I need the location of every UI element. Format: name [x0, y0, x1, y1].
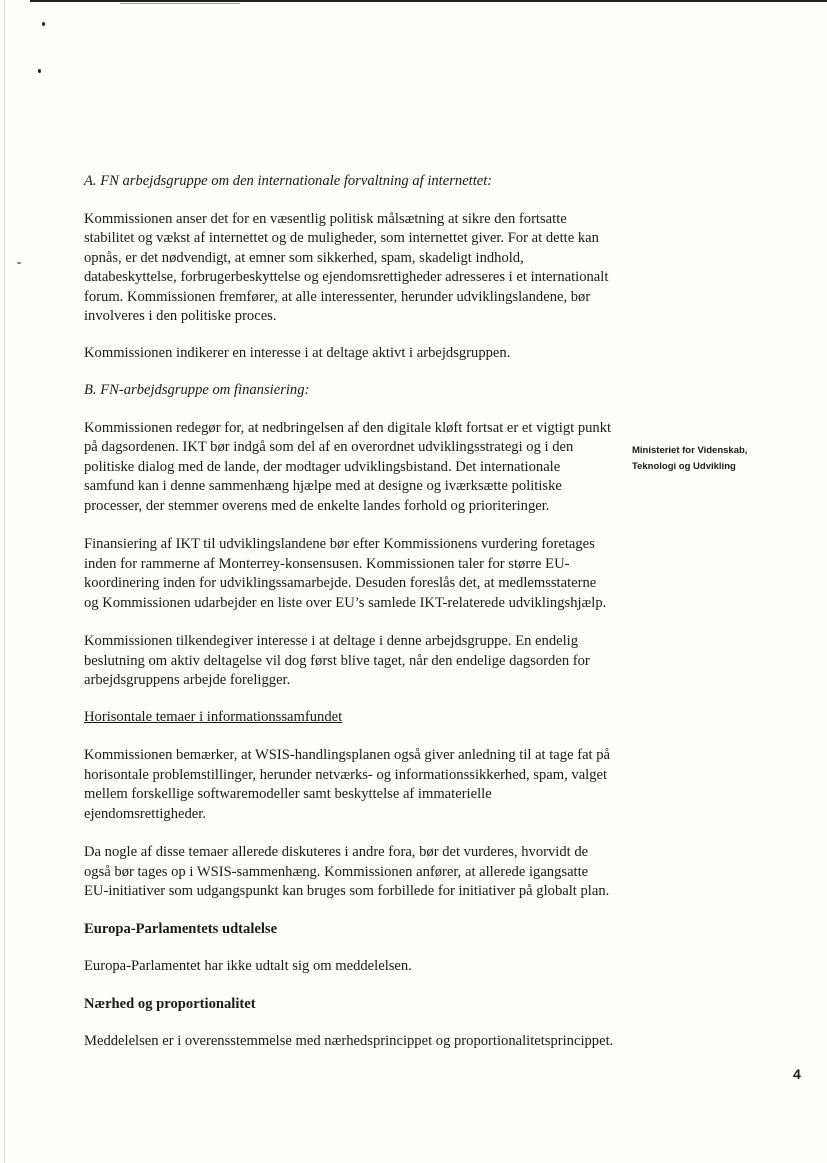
document-body	[84, 172, 614, 1052]
ministry-sidebar	[632, 443, 802, 474]
scan-edge-left	[4, 0, 5, 1163]
section-b-paragraph-2: Finansiering af IKT til udviklingslandene bør efter Kommissionens vurdering foretages inden for rammerne af Monterrey-konsensusen. Kommissionen taler for større EU-koordinering inden for udviklingssamarbejde. Desuden foreslås det, at medlemsstaterne og Kommissionen udarbejder en liste over EU’s samlede IKT-relaterede udviklingshjælp.	[84, 536, 607, 611]
scan-speck	[38, 69, 41, 73]
page-number: 4	[793, 1066, 801, 1082]
section-b-heading: B. FN-arbejdsgruppe om finansiering:	[84, 382, 310, 398]
ep-opinion-heading: Europa-Parlamentets udtalelse	[84, 920, 278, 937]
section-a-heading: A. FN arbejdsgruppe om den internationale forvaltning af internettet:	[84, 173, 493, 189]
section-a-paragraph-1: Kommissionen anser det for en væsentlig politisk målsætning at sikre den fortsatte stabilitet og vækst af internettet og de muligheder, som internettet giver. For at dette kan opnås, er det nødvendigt, at emner som sikkerhed, spam, skadeligt indhold, databeskyttelse, forbrugerbeskyttelse og ejendomsrettigheder adresseres i et internationalt forum. Kommissionen fremfører, at alle interessenter, herunder udviklingslandene, bør involveres i den politiske proces.	[84, 210, 609, 324]
ministry-line-1: Ministeriet for Videnskab,	[632, 445, 748, 456]
horizontal-themes-heading: Horisontale temaer i informationssamfundet	[84, 708, 343, 725]
horizontal-themes-paragraph-1: Kommissionen bemærker, at WSIS-handlingsplanen også giver anledning til at tage fat på horisontale problemstillinger, herunder netværks- og informationssikkerhed, spam, valget mellem forskellige softwaremodeller samt beskyttelse af immaterielle ejendomsrettigheder.	[84, 747, 611, 822]
subsidiarity-heading: Nærhed og proportionalitet	[84, 995, 256, 1012]
horizontal-themes-paragraph-2: Da nogle af disse temaer allerede diskuteres i andre fora, bør det vurderes, hvorvidt de også bør tages op i WSIS-sammenhæng. Kommissionen anfører, at allerede igangsatte EU-initiativer som udgangspunkt kan bruges som forbillede for initiativer på globalt plan.	[84, 844, 610, 899]
subsidiarity-paragraph: Meddelelsen er i overensstemmelse med nærhedsprincippet og proportionalitetsprincippet.	[84, 1033, 614, 1049]
section-b-paragraph-1: Kommissionen redegør for, at nedbringelsen af den digitale kløft fortsat er et vigtigt punkt på dagsordenen. IKT bør indgå som del af en overordnet udviklingsstrategi og i den politiske dialog med de lande, der modtager udviklingsbistand. Det internationale samfund kan i denne sammenhæng hjælpe med at designe og iværksætte politiske processer, der stemmer overens med de enkelte landes forhold og prioriteringer.	[84, 419, 612, 514]
scan-edge-top-mark	[120, 3, 240, 4]
ep-opinion-paragraph: Europa-Parlamentet har ikke udtalt sig om meddelelsen.	[84, 958, 412, 974]
scan-speck	[42, 22, 45, 26]
scan-speck	[17, 262, 21, 264]
scan-edge-top	[30, 0, 827, 2]
section-b-paragraph-3: Kommissionen tilkendegiver interesse i at deltage i denne arbejdsgruppe. En endelig beslutning om aktiv deltagelse vil dog først blive taget, når den endelige dagsorden for arbejdsgruppens arbejde foreligger.	[84, 633, 590, 688]
section-a-paragraph-2: Kommissionen indikerer en interesse i at deltage aktivt i arbejdsgruppen.	[84, 344, 511, 361]
ministry-line-2: Teknologi og Udvikling	[632, 460, 736, 472]
